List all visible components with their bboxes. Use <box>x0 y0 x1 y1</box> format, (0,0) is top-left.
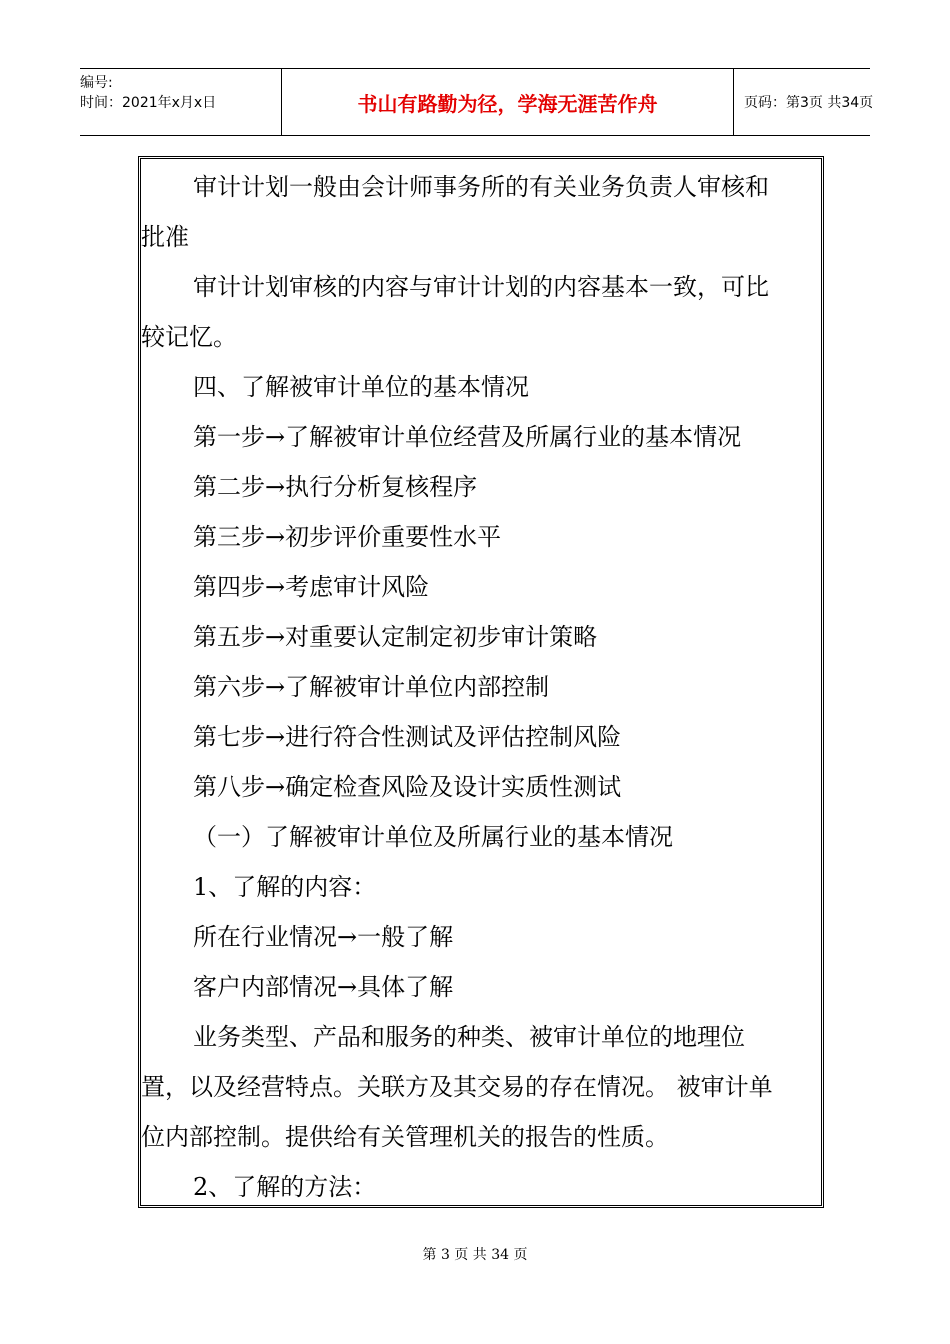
item-heading: 1、了解的内容： <box>193 873 377 901</box>
paragraph-line: 审计计划审核的内容与审计计划的内容基本一致，可比 <box>193 273 769 301</box>
paragraph-line: 置，以及经营特点。关联方及其交易的存在情况。 被审计单 <box>141 1073 773 1101</box>
paragraph-line: 位内部控制。提供给有关管理机关的报告的性质。 <box>141 1123 669 1151</box>
paragraph-line: 较记忆。 <box>141 323 237 351</box>
page-label: 页码：第3页 共34页 <box>744 95 874 111</box>
header-table <box>80 68 874 136</box>
step-line: 第三步→初步评价重要性水平 <box>193 523 502 551</box>
step-line: 第二步→执行分析复核程序 <box>193 473 478 501</box>
step-line: 第一步→了解被审计单位经营及所属行业的基本情况 <box>193 423 742 451</box>
paragraph-line: 客户内部情况→具体了解 <box>193 973 454 1001</box>
subsection-heading: （一）了解被审计单位及所属行业的基本情况 <box>193 823 673 851</box>
item-heading: 2、了解的方法： <box>193 1173 377 1201</box>
number-label: 编号: <box>80 75 113 91</box>
page-footer: 第 3 页 共 34 页 <box>422 1247 528 1263</box>
step-line: 第四步→考虑审计风险 <box>193 573 430 601</box>
document-body <box>141 162 823 1212</box>
step-line: 第六步→了解被审计单位内部控制 <box>193 673 550 701</box>
date-label: 时间：2021年x月x日 <box>80 95 217 111</box>
paragraph-line: 业务类型、产品和服务的种类、被审计单位的地理位 <box>193 1023 745 1051</box>
motto: 书山有路勤为径，学海无涯苦作舟 <box>282 69 734 135</box>
paragraph-line: 所在行业情况→一般了解 <box>193 923 454 951</box>
section-heading: 四、了解被审计单位的基本情况 <box>193 373 529 401</box>
step-line: 第五步→对重要认定制定初步审计策略 <box>193 623 598 651</box>
step-line: 第七步→进行符合性测试及评估控制风险 <box>193 723 622 751</box>
paragraph-line: 批准 <box>141 223 189 251</box>
paragraph-line: 审计计划一般由会计师事务所的有关业务负责人审核和 <box>193 173 769 201</box>
step-line: 第八步→确定检查风险及设计实质性测试 <box>193 773 622 801</box>
header-meta-cell <box>80 69 282 135</box>
